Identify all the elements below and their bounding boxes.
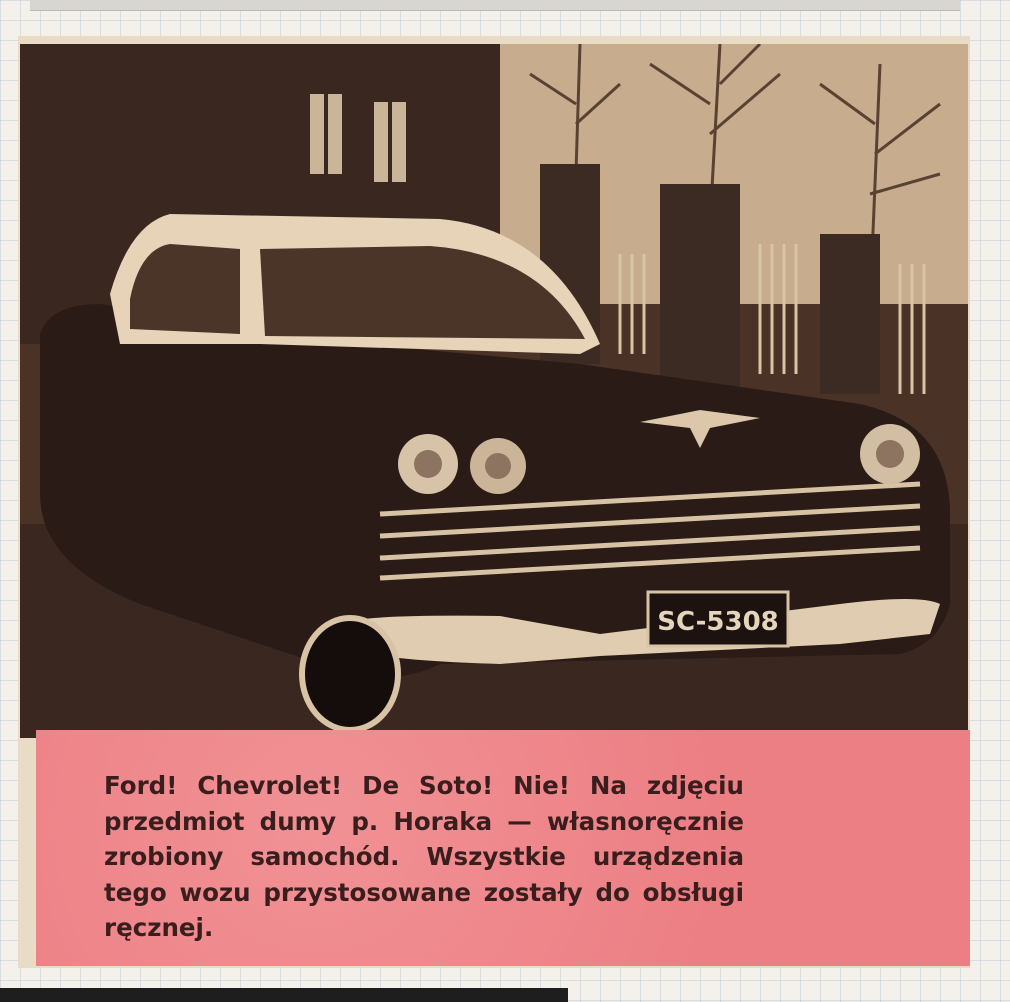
car-photo [20, 44, 968, 738]
license-plate: SC-5308 [657, 607, 779, 637]
caption-box [36, 730, 970, 966]
caption-text: Ford! Chevrolet! De Soto! Nie! Na zdjęciu przedmiot dumy p. Horaka — własnoręcznie zrobiony samochód. Wszystkie urządzenia tego wozu przystosowane zostały do obsługi ręcznej. [104, 771, 744, 942]
front-wheel [302, 618, 398, 730]
top-paper-strip [30, 0, 960, 11]
bottom-dark-strip [0, 988, 568, 1002]
